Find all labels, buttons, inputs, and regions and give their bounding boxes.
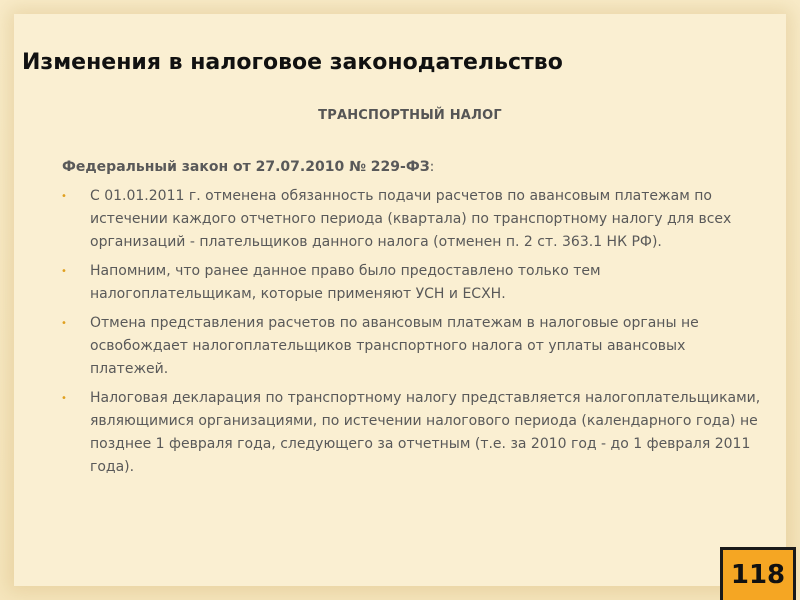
law-heading-text: Федеральный закон от 27.07.2010 № 229-ФЗ <box>62 159 430 175</box>
bullet-text: Отмена представления расчетов по авансовым платежам в налоговые органы не освобождает налогоплательщиков транспортного налога от уплаты авансовых платежей. <box>90 315 699 377</box>
law-heading-colon: : <box>429 159 435 175</box>
bullet-text: Напомним, что ранее данное право было предоставлено только тем налогоплательщикам, которые применяют УСН и ЕСХН. <box>90 263 601 302</box>
bullet-text: С 01.01.2011 г. отменена обязанность подачи расчетов по авансовым платежам по истечении каждого отчетного периода (квартала) по транспортному налогу для всех организаций - плательщиков данного налога (отменен п. 2 ст. 363.1 НК РФ). <box>90 188 732 250</box>
slide-title: Изменения в налоговое законодательство <box>22 50 563 75</box>
section-subtitle: ТРАНСПОРТНЫЙ НАЛОГ <box>318 108 502 123</box>
page-number: 118 <box>730 560 786 590</box>
law-heading <box>62 159 434 175</box>
page-number-badge <box>720 547 796 600</box>
bullet-marker-icon: • <box>61 266 67 277</box>
bullet-marker-icon: • <box>61 393 67 404</box>
bullet-item <box>58 387 768 479</box>
bullet-item <box>58 185 768 254</box>
bullet-list <box>58 185 768 485</box>
bullet-marker-icon: • <box>61 318 67 329</box>
bullet-item <box>58 312 768 381</box>
bullet-item <box>58 260 768 306</box>
bullet-marker-icon: • <box>61 191 67 202</box>
bullet-text: Налоговая декларация по транспортному налогу представляется налогоплательщиками, являющимися организациями, по истечении налогового периода (календарного года) не позднее 1 февраля года, следующего за отчетным (т.е. за 2010 год - до 1 февраля 2011 года). <box>90 390 761 475</box>
